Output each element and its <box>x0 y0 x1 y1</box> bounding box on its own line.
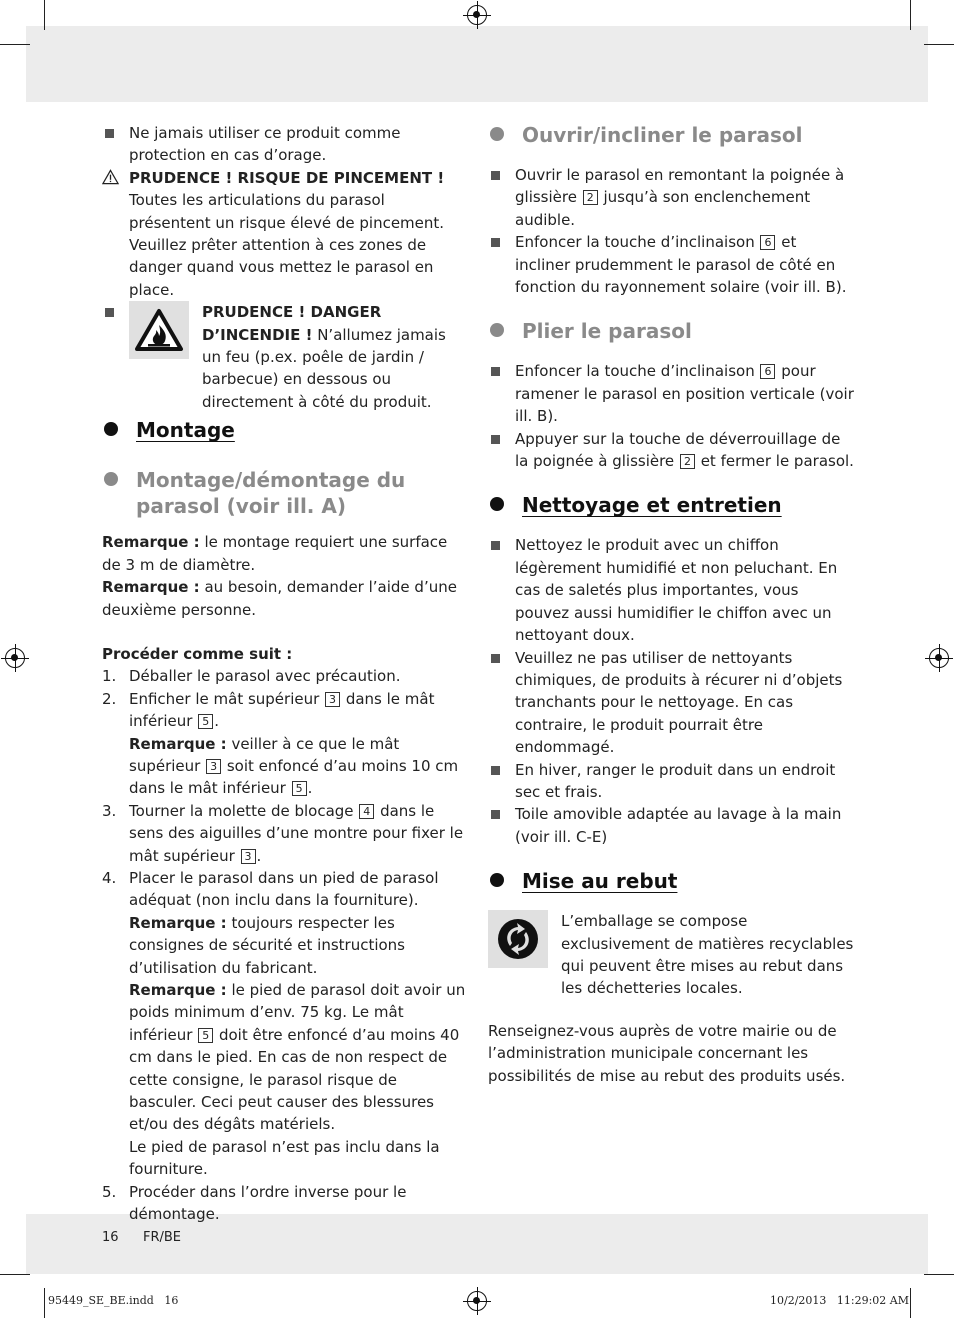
crop-mark <box>44 1288 45 1318</box>
section-heading-plier: Plier le parasol <box>488 318 854 344</box>
language-code: FR/BE <box>143 1230 182 1245</box>
crop-mark <box>0 44 30 45</box>
section-heading-ouvrir: Ouvrir/incliner le parasol <box>488 122 854 148</box>
section-heading-montage: Montage <box>102 417 468 443</box>
part-number: 2 <box>583 190 598 205</box>
slug-datetime: 10/2/2013 11:29:02 AM <box>770 1294 909 1307</box>
part-number: 5 <box>198 714 213 729</box>
remark: Remarque : le montage requiert une surface de 3 m de diamètre. <box>102 533 448 574</box>
section-heading-montage-demontage: Montage/démontage du parasol (voir ill. A) <box>102 467 468 519</box>
disposal-note: Renseignez-vous auprès de votre mairie ou de l’administration municipale concernant les possibilités de mise au rebut des produits usés. <box>488 1021 846 1085</box>
recycle-block: L’emballage se compose exclusivement de matières recyclables qui peuvent être mises au rebut dans les déchetteries locales. <box>488 910 854 1000</box>
crop-mark <box>910 0 911 30</box>
left-column <box>102 122 468 1225</box>
list-item: Ouvrir le parasol en remontant la poignée à glissière 2 jusqu’à son enclenchement audible. <box>488 164 854 231</box>
part-number: 3 <box>206 759 221 774</box>
header-band <box>26 26 928 102</box>
list-item: Nettoyez le produit avec un chiffon légèrement humidifié et non peluchant. En cas de saletés plus importantes, vous pouvez aussi humidifier le chiffon avec un nettoyant doux. <box>488 534 854 646</box>
part-number: 3 <box>325 692 340 707</box>
registration-mark-icon <box>5 648 25 668</box>
page-number: 16 <box>102 1230 119 1245</box>
crop-mark <box>0 1274 30 1275</box>
part-number: 2 <box>680 454 695 469</box>
warning-triangle-icon <box>102 169 119 185</box>
section-heading-rebut: Mise au rebut <box>488 868 854 894</box>
section-heading-nettoyage: Nettoyage et entretien <box>488 492 854 518</box>
list-item: Ne jamais utiliser ce produit comme protection en cas d’orage. <box>102 122 468 167</box>
remark: Remarque : au besoin, demander l’aide d’une deuxième personne. <box>102 578 457 619</box>
part-number: 5 <box>292 781 307 796</box>
step-item: 1. Déballer le parasol avec précaution. <box>102 667 401 686</box>
part-number: 5 <box>198 1028 213 1043</box>
crop-mark <box>924 1274 954 1275</box>
part-number: 6 <box>760 235 775 250</box>
crop-mark <box>44 0 45 30</box>
warning-pinch: PRUDENCE ! RISQUE DE PINCEMENT ! Toutes les articulations du parasol présentent un risque élevé de pincement. Veuillez prêter attention à ces zones de danger quand vous mettez le parasol en place. <box>102 167 468 301</box>
registration-mark-icon <box>467 5 487 25</box>
right-column <box>488 122 854 1087</box>
part-number: 3 <box>241 849 256 864</box>
warning-fire: PRUDENCE ! DANGER D’INCENDIE ! N’allumez jamais un feu (p.ex. poêle de jardin / barbecue) en dessous ou directement à côté du produit. <box>102 301 468 413</box>
crop-mark <box>910 1288 911 1318</box>
registration-mark-icon <box>467 1291 487 1311</box>
list-item: Toile amovible adaptée au lavage à la main (voir ill. C-E) <box>488 803 854 848</box>
list-item: En hiver, ranger le produit dans un endroit sec et frais. <box>488 759 854 804</box>
registration-mark-icon <box>929 648 949 668</box>
list-item: Veuillez ne pas utiliser de nettoyants chimiques, de produits à récurer ni d’objets tranchants pour le nettoyage. En cas contraire, le produit pourrait être endommagé. <box>488 647 854 759</box>
step-item: 4. Placer le parasol dans un pied de parasol adéquat (non inclu dans la fourniture). Remarque : toujours respecter les consignes de sécurité et instructions d’utilisation du fabricant. Remarque : le pied de parasol doit avoir un poids minimum d’env. 75 kg. Le mât inférieur 5 doit être enfoncé d’au moins 40 cm dans le pied. En cas de non respect de cette consigne, le parasol risque de basculer. Ceci peut causer des blessures et/ou des dégâts matériels. Le pied de parasol n’est pas inclu dans la fourniture. <box>102 868 466 1179</box>
procedure-title: Procéder comme suit : <box>102 644 293 663</box>
step-item: 5. Procéder dans l’ordre inverse pour le démontage. <box>102 1182 407 1224</box>
step-item: 3. Tourner la molette de blocage 4 dans le sens des aiguilles d’une montre pour fixer le mât supérieur 3 . <box>102 801 464 865</box>
step-item: 2. Enficher le mât supérieur 3 dans le mât inférieur 5 . Remarque : veiller à ce que le mât supérieur 3 soit enfoncé d’au moins 10 cm dans le mât inférieur 5 . <box>102 689 459 798</box>
list-item: Appuyer sur la touche de déverrouillage de la poignée à glissière 2 et fermer le parasol. <box>488 428 854 473</box>
fire-hazard-icon <box>129 301 189 359</box>
slug-file: 95449_SE_BE.indd 16 <box>48 1294 179 1307</box>
list-item: Enfoncer la touche d’inclinaison 6 pour ramener le parasol en position verticale (voir ill. B). <box>488 360 854 427</box>
recycle-icon <box>488 910 548 968</box>
part-number: 6 <box>760 364 775 379</box>
list-item: Enfoncer la touche d’inclinaison 6 et incliner prudemment le parasol de côté en fonction du rayonnement solaire (voir ill. B). <box>488 231 854 298</box>
part-number: 4 <box>359 804 374 819</box>
crop-mark <box>924 44 954 45</box>
